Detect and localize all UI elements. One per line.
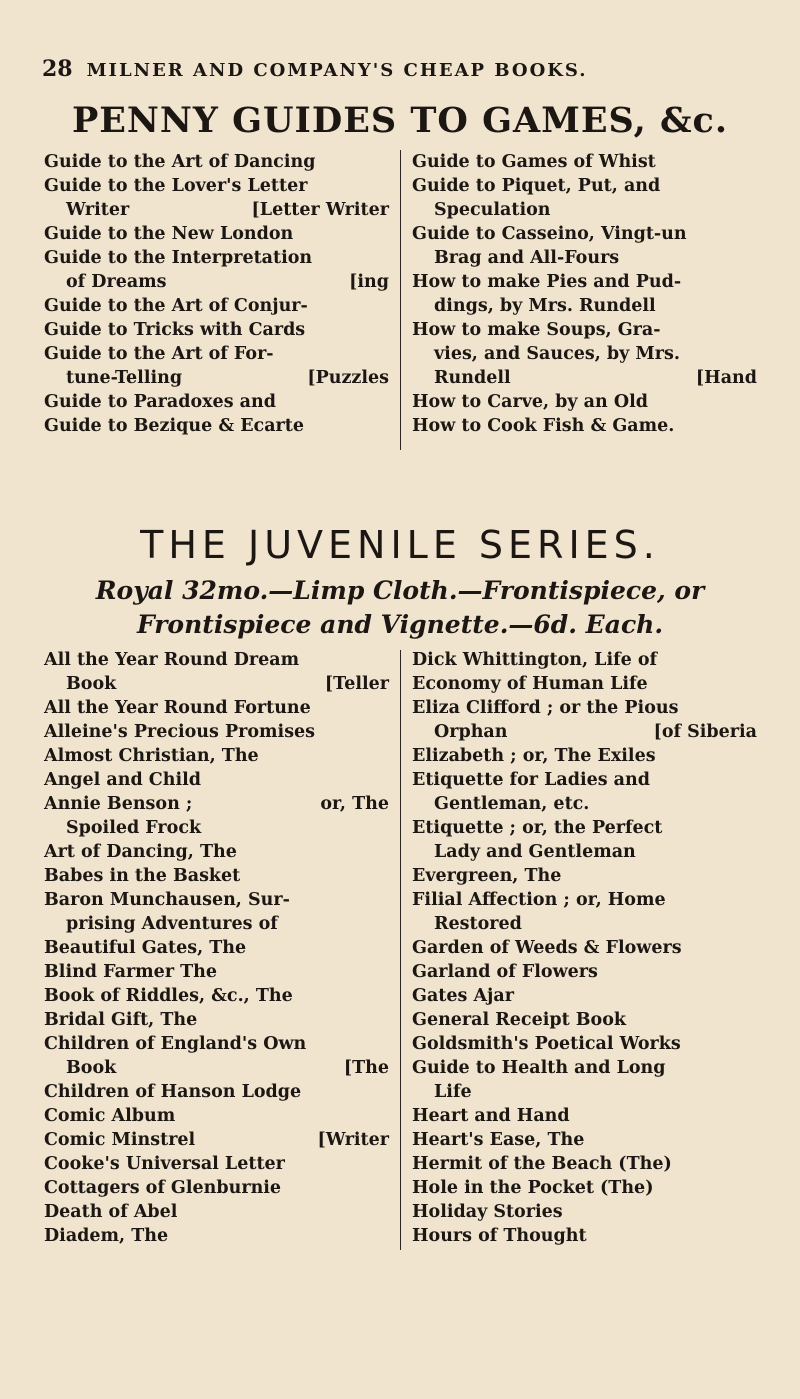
entry-text: Cottagers of Glenburnie bbox=[44, 1178, 282, 1198]
penny-guides-right-column bbox=[412, 150, 757, 438]
catalog-entry bbox=[44, 936, 389, 960]
catalog-entry bbox=[44, 888, 389, 912]
catalog-entry bbox=[44, 1080, 389, 1104]
entry-overflow-text bbox=[379, 720, 389, 744]
catalog-entry bbox=[44, 150, 389, 174]
entry-text: Guide to Paradoxes and bbox=[44, 392, 276, 412]
entry-overflow-text bbox=[747, 270, 757, 294]
entry-overflow-text bbox=[747, 936, 757, 960]
entry-overflow-text bbox=[747, 696, 757, 720]
catalog-entry bbox=[412, 342, 757, 366]
entry-text: Rundell bbox=[434, 368, 511, 388]
entry-text: Comic Album bbox=[44, 1106, 176, 1126]
entry-overflow-text bbox=[747, 984, 757, 1008]
catalog-entry bbox=[44, 720, 389, 744]
catalog-entry bbox=[412, 768, 757, 792]
entry-text: Elizabeth ; or, The Exiles bbox=[412, 746, 656, 766]
entry-overflow-text bbox=[747, 1200, 757, 1224]
entry-overflow-text bbox=[379, 222, 389, 246]
catalog-entry bbox=[412, 888, 757, 912]
entry-text: How to Carve, by an Old bbox=[412, 392, 648, 412]
entry-text: Alleine's Precious Promises bbox=[44, 722, 316, 742]
catalog-entry bbox=[44, 672, 389, 696]
catalog-entry bbox=[412, 246, 757, 270]
entry-text: Guide to Games of Whist bbox=[412, 152, 656, 172]
entry-text: How to make Pies and Pud- bbox=[412, 272, 682, 292]
entry-overflow-text bbox=[747, 246, 757, 270]
catalog-entry bbox=[412, 1056, 757, 1080]
entry-overflow-text bbox=[747, 744, 757, 768]
entry-text: Garland of Flowers bbox=[412, 962, 598, 982]
catalog-entry bbox=[44, 984, 389, 1008]
entry-overflow-text bbox=[747, 390, 757, 414]
juvenile-series-right-column bbox=[412, 648, 757, 1248]
entry-overflow-text bbox=[747, 672, 757, 696]
catalog-entry bbox=[412, 720, 757, 744]
entry-overflow-text: [ing bbox=[349, 272, 389, 292]
entry-text: Lady and Gentleman bbox=[434, 842, 636, 862]
entry-text: Economy of Human Life bbox=[412, 674, 648, 694]
entry-overflow-text bbox=[379, 936, 389, 960]
catalog-entry bbox=[44, 864, 389, 888]
catalog-entry bbox=[412, 672, 757, 696]
catalog-entry bbox=[44, 1200, 389, 1224]
entry-text: Diadem, The bbox=[44, 1226, 169, 1246]
catalog-entry bbox=[412, 1176, 757, 1200]
entry-overflow-text bbox=[379, 1032, 389, 1056]
entry-overflow-text bbox=[379, 696, 389, 720]
column-divider bbox=[400, 150, 401, 450]
catalog-entry bbox=[44, 792, 389, 816]
catalog-entry bbox=[44, 768, 389, 792]
catalog-entry bbox=[412, 936, 757, 960]
entry-text: Hole in the Pocket (The) bbox=[412, 1178, 654, 1198]
catalog-entry bbox=[412, 1104, 757, 1128]
catalog-entry bbox=[44, 390, 389, 414]
entry-overflow-text bbox=[747, 1008, 757, 1032]
entry-text: Guide to the Art of Conjur- bbox=[44, 296, 308, 316]
juvenile-series-subtitle-1: Royal 32mo.—Limp Cloth.—Frontispiece, or bbox=[95, 576, 705, 605]
entry-overflow-text bbox=[747, 198, 757, 222]
entry-text: Guide to Piquet, Put, and bbox=[412, 176, 661, 196]
catalog-entry bbox=[44, 1032, 389, 1056]
entry-text: Guide to Casseino, Vingt-un bbox=[412, 224, 687, 244]
entry-text: How to Cook Fish & Game. bbox=[412, 416, 675, 436]
catalog-entry bbox=[44, 648, 389, 672]
catalog-entry bbox=[412, 1152, 757, 1176]
entry-overflow-text bbox=[747, 840, 757, 864]
entry-text: How to make Soups, Gra- bbox=[412, 320, 661, 340]
entry-overflow-text bbox=[379, 150, 389, 174]
entry-overflow-text bbox=[747, 174, 757, 198]
entry-overflow-text bbox=[379, 768, 389, 792]
catalog-entry bbox=[44, 318, 389, 342]
entry-text: Eliza Clifford ; or the Pious bbox=[412, 698, 679, 718]
entry-overflow-text bbox=[379, 342, 389, 366]
entry-text: Holiday Stories bbox=[412, 1202, 563, 1222]
entry-overflow-text bbox=[747, 1032, 757, 1056]
entry-overflow-text: [Letter Writer bbox=[251, 200, 389, 220]
entry-text: Orphan bbox=[434, 722, 508, 742]
entry-text: Guide to Tricks with Cards bbox=[44, 320, 306, 340]
catalog-entry bbox=[412, 816, 757, 840]
entry-overflow-text bbox=[379, 1080, 389, 1104]
entry-overflow-text: [Hand bbox=[695, 368, 757, 388]
entry-overflow-text bbox=[379, 648, 389, 672]
catalog-entry bbox=[412, 912, 757, 936]
entry-text: Death of Abel bbox=[44, 1202, 178, 1222]
entry-text: Children of Hanson Lodge bbox=[44, 1082, 302, 1102]
catalog-entry bbox=[412, 1200, 757, 1224]
entry-overflow-text bbox=[379, 744, 389, 768]
entry-overflow-text bbox=[747, 888, 757, 912]
entry-text: Bridal Gift, The bbox=[44, 1010, 198, 1030]
catalog-entry bbox=[44, 960, 389, 984]
entry-overflow-text bbox=[747, 1152, 757, 1176]
catalog-entry bbox=[44, 840, 389, 864]
entry-overflow-text: [Teller bbox=[324, 674, 389, 694]
catalog-entry bbox=[44, 696, 389, 720]
entry-text: dings, by Mrs. Rundell bbox=[434, 296, 656, 316]
entry-overflow-text bbox=[747, 1080, 757, 1104]
column-divider bbox=[400, 650, 401, 1250]
catalog-entry bbox=[44, 1224, 389, 1248]
entry-text: of Dreams bbox=[66, 272, 167, 292]
entry-overflow-text bbox=[379, 816, 389, 840]
entry-overflow-text bbox=[379, 864, 389, 888]
catalog-entry bbox=[44, 1008, 389, 1032]
entry-overflow-text: [Writer bbox=[317, 1130, 389, 1150]
entry-overflow-text bbox=[379, 1104, 389, 1128]
catalog-entry bbox=[412, 390, 757, 414]
entry-overflow-text bbox=[747, 1176, 757, 1200]
catalog-entry bbox=[44, 912, 389, 936]
catalog-entry bbox=[412, 1128, 757, 1152]
entry-overflow-text bbox=[747, 864, 757, 888]
entry-text: Heart's Ease, The bbox=[412, 1130, 585, 1150]
entry-overflow-text bbox=[379, 960, 389, 984]
entry-overflow-text bbox=[379, 1200, 389, 1224]
entry-text: Hours of Thought bbox=[412, 1226, 587, 1246]
catalog-entry bbox=[412, 960, 757, 984]
entry-overflow-text bbox=[747, 1056, 757, 1080]
entry-text: Etiquette for Ladies and bbox=[412, 770, 650, 790]
entry-text: Guide to the Interpretation bbox=[44, 248, 313, 268]
entry-overflow-text bbox=[379, 414, 389, 438]
entry-text: Life bbox=[434, 1082, 472, 1102]
entry-overflow-text bbox=[379, 840, 389, 864]
entry-text: Guide to the Lover's Letter bbox=[44, 176, 308, 196]
running-head bbox=[42, 56, 588, 82]
entry-overflow-text bbox=[379, 1152, 389, 1176]
catalog-entry bbox=[44, 744, 389, 768]
catalog-entry bbox=[44, 1128, 389, 1152]
catalog-entry bbox=[44, 1104, 389, 1128]
entry-text: Guide to Health and Long bbox=[412, 1058, 666, 1078]
catalog-entry bbox=[412, 198, 757, 222]
entry-text: Guide to the New London bbox=[44, 224, 294, 244]
catalog-entry bbox=[412, 1008, 757, 1032]
entry-text: Book bbox=[66, 674, 117, 694]
catalog-entry bbox=[44, 246, 389, 270]
entry-text: All the Year Round Dream bbox=[44, 650, 300, 670]
entry-text: Children of England's Own bbox=[44, 1034, 307, 1054]
catalog-entry bbox=[44, 294, 389, 318]
entry-overflow-text bbox=[747, 222, 757, 246]
entry-overflow-text bbox=[747, 792, 757, 816]
catalog-entry bbox=[44, 366, 389, 390]
entry-text: tune-Telling bbox=[66, 368, 183, 388]
catalog-entry bbox=[412, 414, 757, 438]
entry-text: All the Year Round Fortune bbox=[44, 698, 311, 718]
entry-text: vies, and Sauces, by Mrs. bbox=[434, 344, 680, 364]
catalog-entry bbox=[412, 318, 757, 342]
entry-text: Comic Minstrel bbox=[44, 1130, 196, 1150]
entry-overflow-text bbox=[379, 1176, 389, 1200]
entry-overflow-text bbox=[747, 1104, 757, 1128]
entry-text: Evergreen, The bbox=[412, 866, 562, 886]
running-head-text: MILNER AND COMPANY'S CHEAP BOOKS. bbox=[86, 60, 588, 81]
entry-text: Filial Affection ; or, Home bbox=[412, 890, 666, 910]
entry-overflow-text bbox=[747, 414, 757, 438]
entry-text: Dick Whittington, Life of bbox=[412, 650, 658, 670]
entry-overflow-text: [Puzzles bbox=[307, 368, 389, 388]
entry-text: Annie Benson ; bbox=[44, 794, 193, 814]
catalog-entry bbox=[412, 150, 757, 174]
entry-text: Art of Dancing, The bbox=[44, 842, 237, 862]
catalog-entry bbox=[412, 1032, 757, 1056]
catalog-entry bbox=[412, 294, 757, 318]
entry-overflow-text: [The bbox=[343, 1058, 389, 1078]
entry-text: Writer bbox=[66, 200, 130, 220]
entry-overflow-text bbox=[747, 1128, 757, 1152]
catalog-entry bbox=[412, 984, 757, 1008]
entry-text: Restored bbox=[434, 914, 522, 934]
entry-overflow-text bbox=[379, 888, 389, 912]
entry-overflow-text bbox=[379, 984, 389, 1008]
entry-overflow-text: [of Siberia bbox=[653, 722, 757, 742]
entry-text: Guide to the Art of For- bbox=[44, 344, 274, 364]
catalog-entry bbox=[412, 696, 757, 720]
catalog-entry bbox=[44, 342, 389, 366]
entry-text: Guide to the Art of Dancing bbox=[44, 152, 316, 172]
catalog-entry bbox=[44, 1056, 389, 1080]
entry-overflow-text bbox=[747, 1224, 757, 1248]
entry-text: Book bbox=[66, 1058, 117, 1078]
entry-overflow-text bbox=[747, 294, 757, 318]
entry-text: Goldsmith's Poetical Works bbox=[412, 1034, 681, 1054]
entry-text: Angel and Child bbox=[44, 770, 201, 790]
entry-text: Book of Riddles, &c., The bbox=[44, 986, 293, 1006]
catalog-entry bbox=[412, 840, 757, 864]
entry-overflow-text bbox=[379, 1224, 389, 1248]
entry-text: Gates Ajar bbox=[412, 986, 514, 1006]
catalog-entry bbox=[412, 744, 757, 768]
entry-overflow-text bbox=[747, 648, 757, 672]
entry-overflow-text: or, The bbox=[320, 794, 389, 814]
catalog-entry bbox=[412, 174, 757, 198]
entry-overflow-text bbox=[379, 318, 389, 342]
entry-text: Guide to Bezique & Ecarte bbox=[44, 416, 304, 436]
juvenile-series-left-column bbox=[44, 648, 389, 1248]
entry-text: Speculation bbox=[434, 200, 551, 220]
catalog-entry bbox=[44, 174, 389, 198]
penny-guides-title: PENNY GUIDES TO GAMES, &c. bbox=[71, 100, 729, 141]
juvenile-series-title: THE JUVENILE SERIES. bbox=[140, 523, 660, 567]
penny-guides-left-column bbox=[44, 150, 389, 438]
entry-text: Baron Munchausen, Sur- bbox=[44, 890, 290, 910]
entry-overflow-text bbox=[747, 150, 757, 174]
entry-text: Beautiful Gates, The bbox=[44, 938, 247, 958]
catalog-entry bbox=[412, 864, 757, 888]
entry-text: Heart and Hand bbox=[412, 1106, 570, 1126]
catalog-entry bbox=[44, 414, 389, 438]
catalog-entry bbox=[412, 222, 757, 246]
juvenile-series-subtitle-2: Frontispiece and Vignette.—6d. Each. bbox=[136, 610, 664, 639]
entry-overflow-text bbox=[379, 1008, 389, 1032]
catalog-entry bbox=[44, 816, 389, 840]
catalog-entry bbox=[412, 792, 757, 816]
catalog-entry bbox=[412, 1224, 757, 1248]
catalog-entry bbox=[44, 1176, 389, 1200]
page-number: 28 bbox=[42, 56, 73, 82]
catalog-entry bbox=[44, 222, 389, 246]
entry-text: Spoiled Frock bbox=[66, 818, 202, 838]
catalog-entry bbox=[412, 270, 757, 294]
entry-text: General Receipt Book bbox=[412, 1010, 627, 1030]
entry-overflow-text bbox=[747, 768, 757, 792]
entry-overflow-text bbox=[747, 912, 757, 936]
catalog-entry bbox=[44, 1152, 389, 1176]
entry-overflow-text bbox=[379, 912, 389, 936]
entry-text: Brag and All-Fours bbox=[434, 248, 620, 268]
entry-overflow-text bbox=[747, 318, 757, 342]
entry-text: Gentleman, etc. bbox=[434, 794, 590, 814]
catalog-entry bbox=[412, 648, 757, 672]
entry-text: Babes in the Basket bbox=[44, 866, 241, 886]
entry-overflow-text bbox=[379, 294, 389, 318]
catalog-entry bbox=[412, 1080, 757, 1104]
entry-text: Garden of Weeds & Flowers bbox=[412, 938, 682, 958]
entry-text: Etiquette ; or, the Perfect bbox=[412, 818, 663, 838]
catalog-entry bbox=[412, 366, 757, 390]
entry-overflow-text bbox=[379, 246, 389, 270]
entry-overflow-text bbox=[747, 960, 757, 984]
entry-text: Cooke's Universal Letter bbox=[44, 1154, 285, 1174]
entry-text: prising Adventures of bbox=[66, 914, 278, 934]
entry-text: Almost Christian, The bbox=[44, 746, 259, 766]
catalog-entry bbox=[44, 198, 389, 222]
entry-overflow-text bbox=[379, 390, 389, 414]
entry-text: Blind Farmer The bbox=[44, 962, 218, 982]
entry-overflow-text bbox=[747, 816, 757, 840]
entry-overflow-text bbox=[747, 342, 757, 366]
entry-overflow-text bbox=[379, 174, 389, 198]
entry-text: Hermit of the Beach (The) bbox=[412, 1154, 672, 1174]
catalog-entry bbox=[44, 270, 389, 294]
